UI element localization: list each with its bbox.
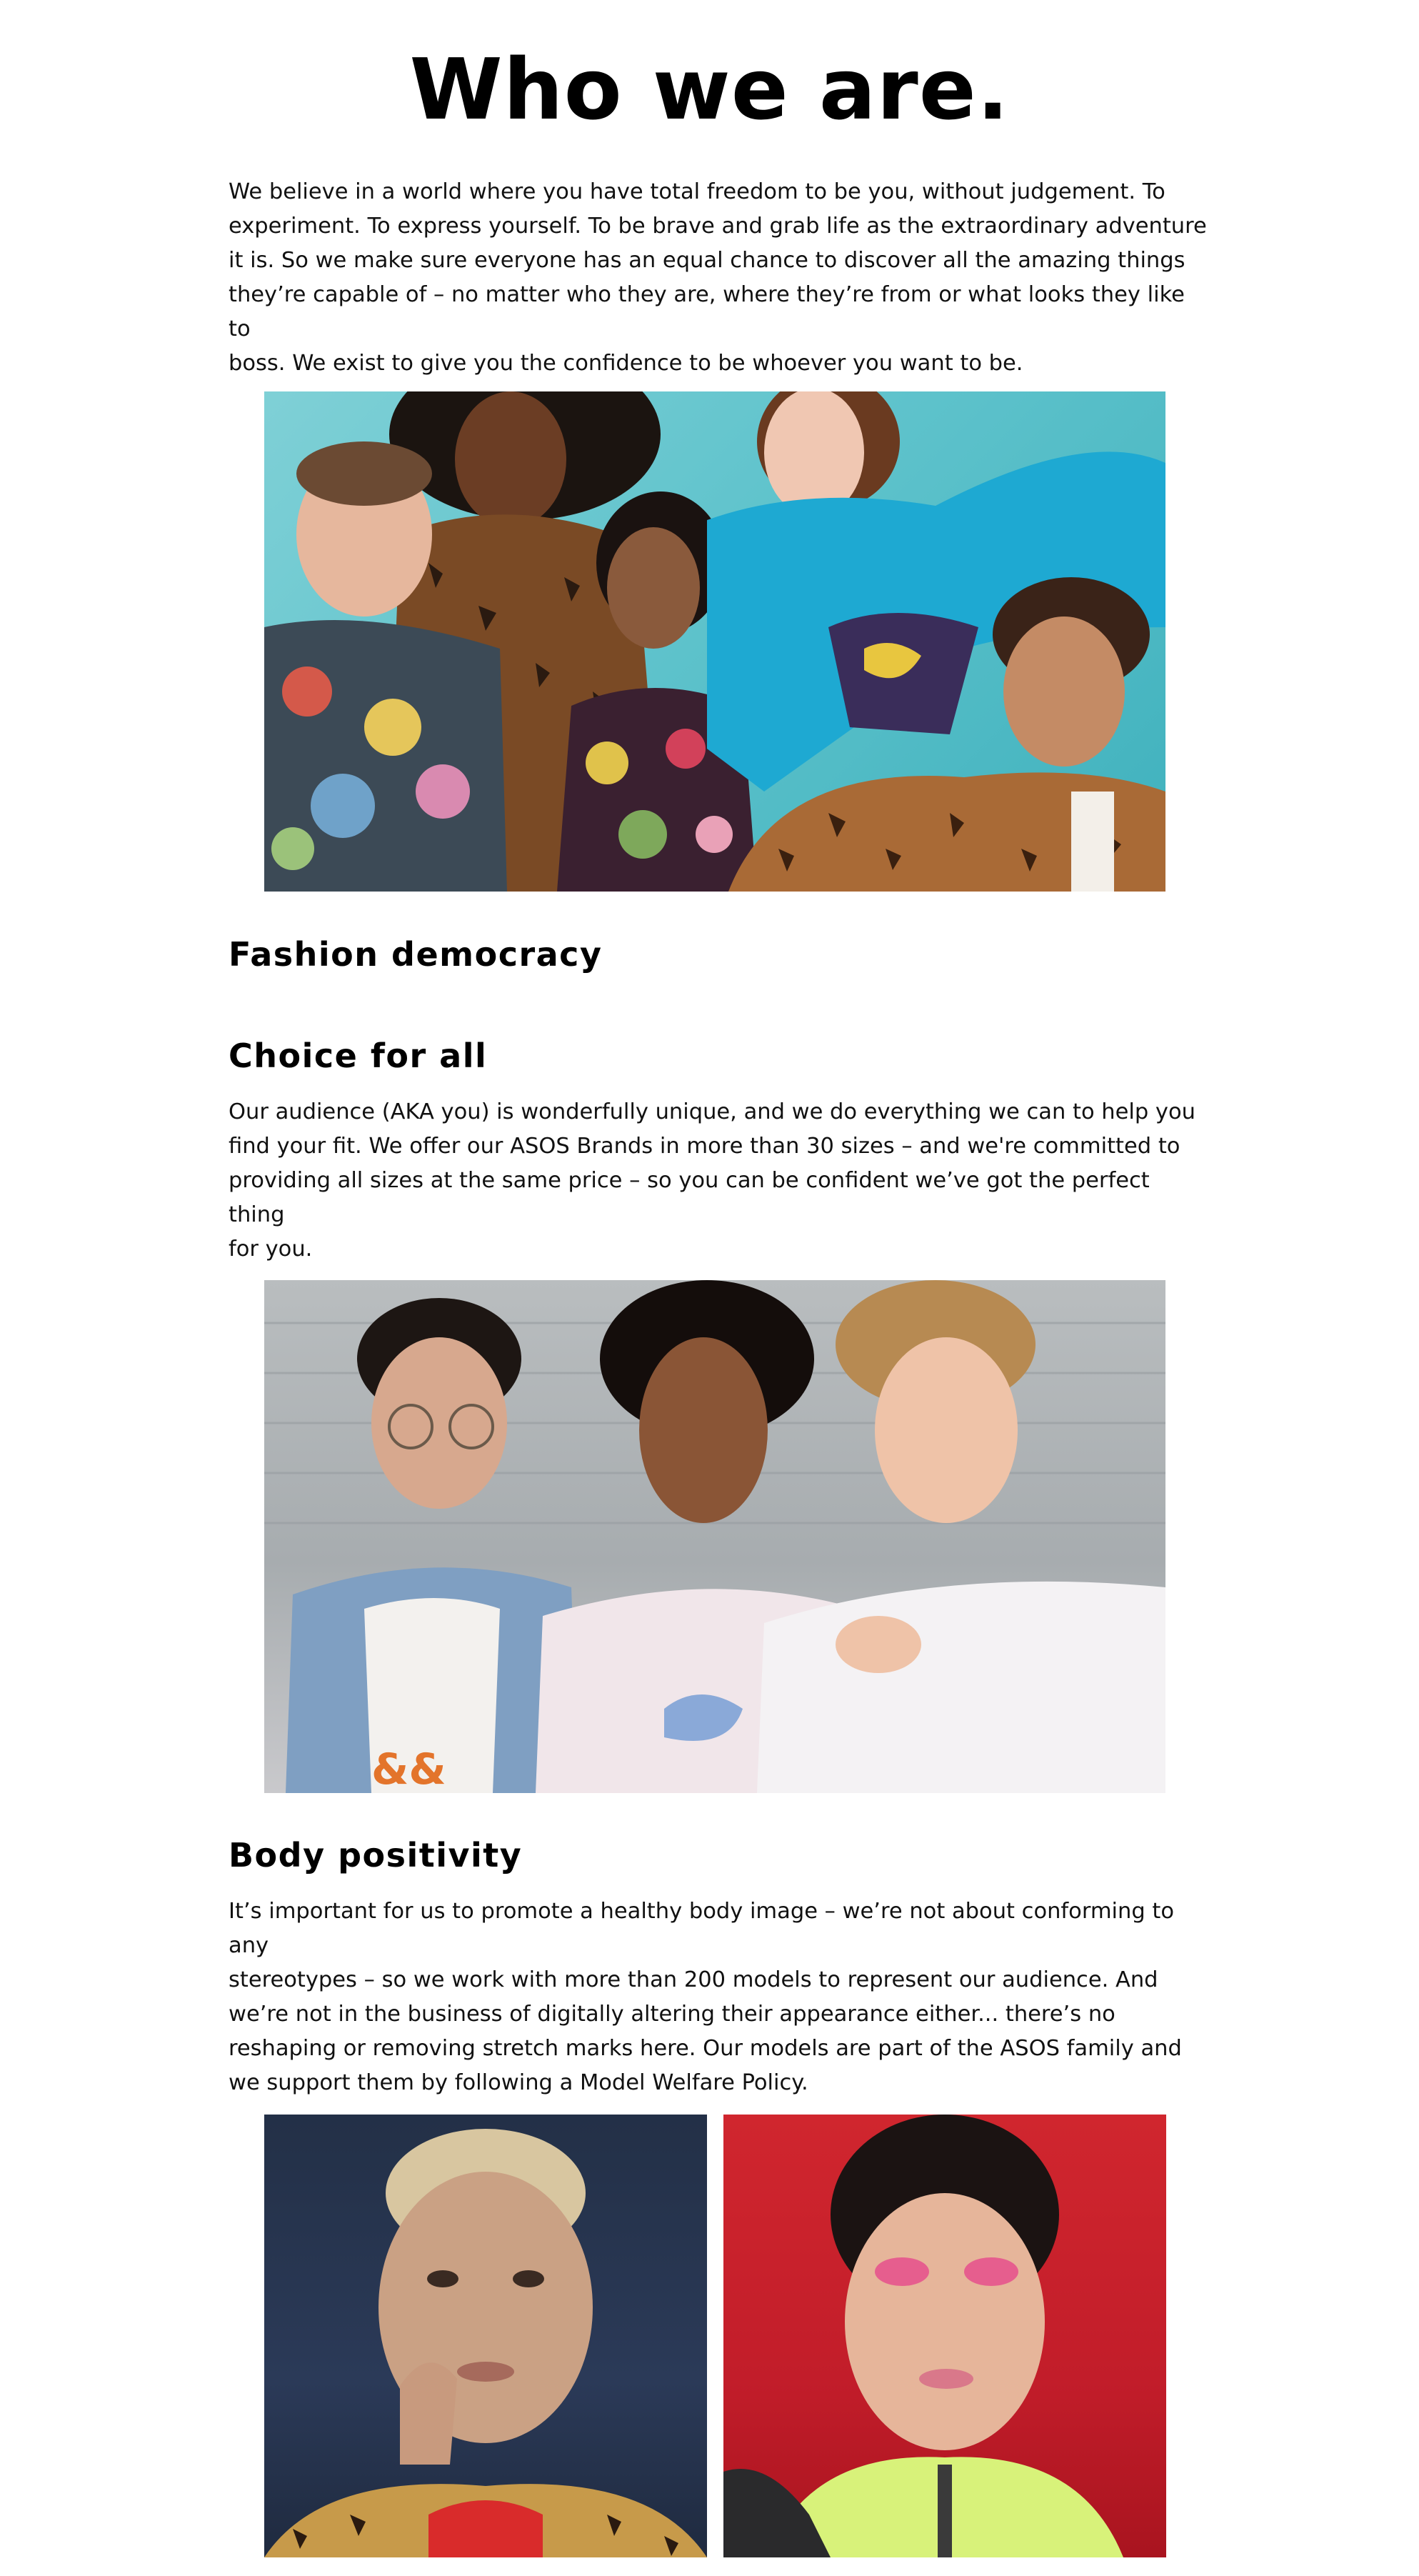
choice-for-all-section <box>229 1039 1207 1267</box>
body-positivity-line: we’re not in the business of digitally altering their appearance either... there’s no <box>229 2002 1115 2027</box>
portrait-photo-red <box>723 2115 1166 2557</box>
choice-line: for you. <box>229 1237 313 1262</box>
intro-line: boss. We exist to give you the confidence to be whoever you want to be. <box>229 351 1023 376</box>
three-models-illustration <box>264 1280 1165 1793</box>
section-heading-choice-for-all: Choice for all <box>229 1037 488 1075</box>
page-title: Who we are. <box>409 40 1010 139</box>
section-heading-body-positivity: Body positivity <box>229 1836 523 1874</box>
portrait-navy-illustration <box>264 2115 707 2557</box>
shirt-print-graphic: && <box>371 1744 446 1793</box>
intro-line: experiment. To express yourself. To be brave and grab life as the extraordinary adventure <box>229 214 1207 239</box>
group-photo-turquoise <box>264 391 1165 892</box>
choice-line: providing all sizes at the same price – so you can be confident we’ve got the perfect thing <box>229 1168 1150 1227</box>
intro-line: We believe in a world where you have total freedom to be you, without judgement. To <box>229 179 1165 204</box>
body-positivity-line: stereotypes – so we work with more than 200 models to represent our audience. And <box>229 1967 1158 1992</box>
portrait-red-illustration <box>723 2115 1166 2557</box>
intro-line: they’re capable of – no matter who they are, where they’re from or what looks they like to <box>229 282 1185 341</box>
intro-line: it is. So we make sure everyone has an equal chance to discover all the amazing things <box>229 248 1185 273</box>
body-positivity-line: reshaping or removing stretch marks here. Our models are part of the ASOS family and <box>229 2036 1182 2061</box>
choice-line: Our audience (AKA you) is wonderfully unique, and we do everything we can to help you <box>229 1099 1195 1124</box>
three-models-photo <box>264 1280 1165 1793</box>
body-positivity-line: It’s important for us to promote a healthy body image – we’re not about conforming to any <box>229 1899 1175 1958</box>
body-positivity-line: we support them by following a Model Welfare Policy. <box>229 2070 808 2095</box>
section-heading-fashion-democracy: Fashion democracy <box>229 935 603 974</box>
group-photo-illustration <box>264 391 1165 892</box>
fashion-democracy-section <box>229 935 1207 974</box>
body-positivity-section <box>229 1836 1207 2100</box>
portrait-photo-navy <box>264 2115 707 2557</box>
intro-paragraph <box>229 175 1207 381</box>
choice-line: find your fit. We offer our ASOS Brands in more than 30 sizes – and we're committed to <box>229 1134 1180 1159</box>
